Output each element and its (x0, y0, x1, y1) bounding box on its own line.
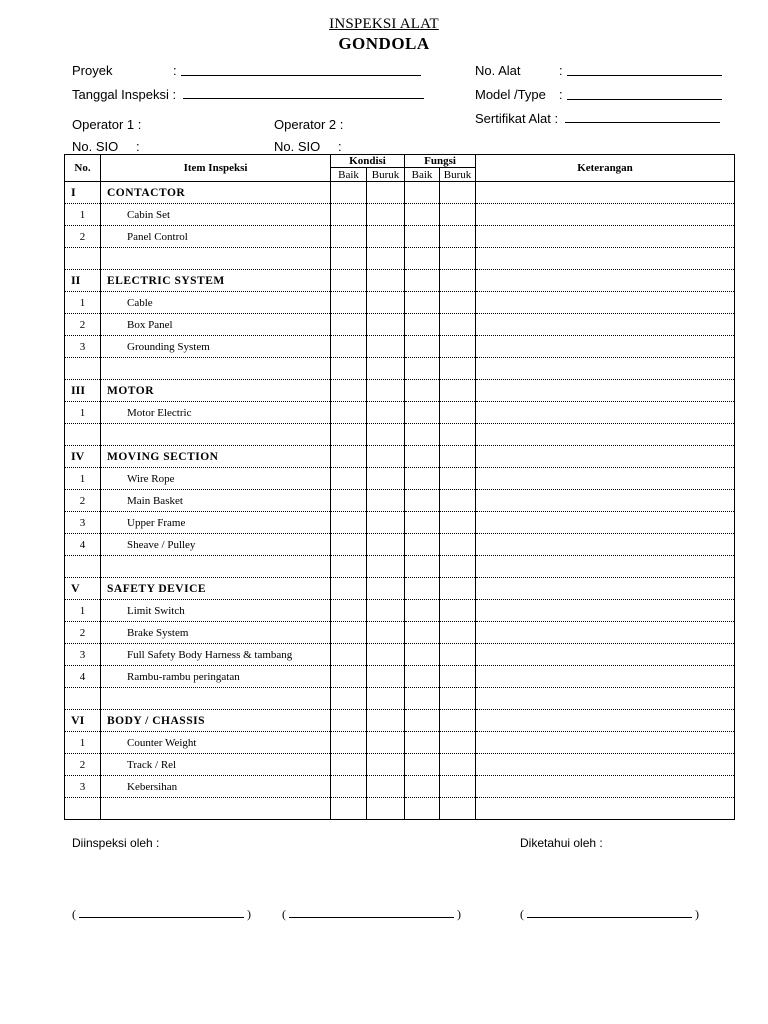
fungsi-baik-cell[interactable] (405, 424, 440, 446)
section-row (65, 446, 735, 468)
section-title: SAFETY DEVICE (101, 578, 331, 600)
row-number: 3 (65, 512, 101, 534)
keterangan-cell[interactable] (476, 446, 735, 468)
fungsi-buruk-cell[interactable] (440, 622, 476, 644)
kondisi-buruk-cell[interactable] (367, 402, 405, 424)
model-field (475, 87, 563, 102)
signature-line-2[interactable] (282, 907, 461, 922)
table-row (65, 468, 735, 490)
kondisi-buruk-cell[interactable] (367, 534, 405, 556)
section-row (65, 380, 735, 402)
kondisi-buruk-cell[interactable] (367, 358, 405, 380)
kondisi-buruk-cell[interactable] (367, 490, 405, 512)
item-label (101, 358, 331, 380)
fungsi-buruk-cell[interactable] (440, 490, 476, 512)
fungsi-baik-cell[interactable] (405, 358, 440, 380)
model-colon: : (559, 87, 563, 102)
fungsi-baik-cell[interactable] (405, 688, 440, 710)
kondisi-baik-cell[interactable] (331, 776, 367, 798)
col-header-kondisi-baik: Baik (331, 168, 367, 182)
kondisi-baik-cell[interactable] (331, 534, 367, 556)
signature-underline[interactable] (289, 907, 454, 918)
fungsi-buruk-cell[interactable] (440, 358, 476, 380)
keterangan-cell[interactable] (476, 512, 735, 534)
kondisi-buruk-cell[interactable] (367, 446, 405, 468)
item-label: Box Panel (101, 314, 331, 336)
col-header-fungsi: Fungsi (405, 155, 476, 168)
row-number: VI (65, 710, 101, 732)
kondisi-baik-cell[interactable] (331, 204, 367, 226)
keterangan-cell[interactable] (476, 622, 735, 644)
row-number: 1 (65, 732, 101, 754)
kondisi-baik-cell[interactable] (331, 710, 367, 732)
table-row (65, 776, 735, 798)
row-number: 2 (65, 314, 101, 336)
inspection-table-body (65, 182, 735, 820)
kondisi-baik-cell[interactable] (331, 248, 367, 270)
sertifikat-line[interactable] (565, 112, 720, 123)
fungsi-baik-cell[interactable] (405, 292, 440, 314)
item-label: Motor Electric (101, 402, 331, 424)
col-header-no: No. (65, 155, 101, 182)
col-header-item: Item Inspeksi (101, 155, 331, 182)
table-row (65, 754, 735, 776)
keterangan-cell[interactable] (476, 644, 735, 666)
keterangan-cell[interactable] (476, 402, 735, 424)
keterangan-cell[interactable] (476, 226, 735, 248)
item-label (101, 424, 331, 446)
fungsi-baik-cell[interactable] (405, 732, 440, 754)
kondisi-buruk-cell[interactable] (367, 292, 405, 314)
item-label: Rambu-rambu peringatan (101, 666, 331, 688)
keterangan-cell[interactable] (476, 666, 735, 688)
row-number: 2 (65, 754, 101, 776)
section-title: MOTOR (101, 380, 331, 402)
row-number: I (65, 182, 101, 204)
fungsi-baik-cell[interactable] (405, 666, 440, 688)
table-row (65, 204, 735, 226)
row-number (65, 424, 101, 446)
sertifikat-field (475, 111, 720, 126)
no-alat-line[interactable] (567, 65, 722, 76)
item-label: Brake System (101, 622, 331, 644)
row-number (65, 556, 101, 578)
fungsi-buruk-cell[interactable] (440, 578, 476, 600)
document-title: INSPEKSI ALAT (329, 16, 439, 32)
tanggal-field (72, 87, 424, 102)
row-number: 3 (65, 776, 101, 798)
kondisi-baik-cell[interactable] (331, 226, 367, 248)
proyek-colon: : (173, 63, 177, 78)
kondisi-baik-cell[interactable] (331, 424, 367, 446)
item-label: Panel Control (101, 226, 331, 248)
fungsi-baik-cell[interactable] (405, 336, 440, 358)
fungsi-buruk-cell[interactable] (440, 732, 476, 754)
table-row (65, 732, 735, 754)
keterangan-cell[interactable] (476, 204, 735, 226)
fungsi-baik-cell[interactable] (405, 798, 440, 820)
kondisi-buruk-cell[interactable] (367, 314, 405, 336)
sio1-label: No. SIO (72, 139, 119, 154)
kondisi-buruk-cell[interactable] (367, 380, 405, 402)
fungsi-buruk-cell[interactable] (440, 468, 476, 490)
kondisi-baik-cell[interactable] (331, 666, 367, 688)
table-row (65, 402, 735, 424)
fungsi-baik-cell[interactable] (405, 490, 440, 512)
blank-row (65, 248, 735, 270)
signature-close-paren: ) (457, 907, 461, 921)
kondisi-buruk-cell[interactable] (367, 754, 405, 776)
kondisi-baik-cell[interactable] (331, 446, 367, 468)
row-number: 3 (65, 644, 101, 666)
fungsi-baik-cell[interactable] (405, 776, 440, 798)
kondisi-buruk-cell[interactable] (367, 798, 405, 820)
fungsi-buruk-cell[interactable] (440, 248, 476, 270)
keterangan-cell[interactable] (476, 798, 735, 820)
kondisi-baik-cell[interactable] (331, 358, 367, 380)
item-label: Cable (101, 292, 331, 314)
kondisi-baik-cell[interactable] (331, 688, 367, 710)
row-number: 1 (65, 402, 101, 424)
col-header-kondisi: Kondisi (331, 155, 405, 168)
keterangan-cell[interactable] (476, 468, 735, 490)
keterangan-cell[interactable] (476, 292, 735, 314)
signature-line-1[interactable] (72, 907, 251, 922)
keterangan-cell[interactable] (476, 600, 735, 622)
keterangan-cell[interactable] (476, 556, 735, 578)
blank-row (65, 424, 735, 446)
no-alat-colon: : (559, 63, 563, 78)
table-row (65, 600, 735, 622)
diketahui-label: Diketahui oleh : (520, 836, 603, 850)
fungsi-buruk-cell[interactable] (440, 644, 476, 666)
keterangan-cell[interactable] (476, 776, 735, 798)
kondisi-baik-cell[interactable] (331, 314, 367, 336)
fungsi-baik-cell[interactable] (405, 314, 440, 336)
signature-close-paren: ) (247, 907, 251, 921)
document-subtitle: GONDOLA (338, 34, 430, 53)
kondisi-buruk-cell[interactable] (367, 248, 405, 270)
col-header-fungsi-baik: Baik (405, 168, 440, 182)
kondisi-buruk-cell[interactable] (367, 710, 405, 732)
row-number (65, 248, 101, 270)
kondisi-buruk-cell[interactable] (367, 622, 405, 644)
fungsi-baik-cell[interactable] (405, 600, 440, 622)
sio1-colon: : (136, 139, 140, 154)
fungsi-baik-cell[interactable] (405, 380, 440, 402)
sertifikat-label: Sertifikat Alat : (475, 111, 559, 126)
proyek-line[interactable] (181, 65, 421, 76)
item-label: Cabin Set (101, 204, 331, 226)
row-number: 2 (65, 490, 101, 512)
fungsi-buruk-cell[interactable] (440, 688, 476, 710)
table-row (65, 622, 735, 644)
kondisi-buruk-cell[interactable] (367, 688, 405, 710)
item-label (101, 798, 331, 820)
fungsi-buruk-cell[interactable] (440, 556, 476, 578)
signature-close-paren: ) (695, 907, 699, 921)
keterangan-cell[interactable] (476, 380, 735, 402)
keterangan-cell[interactable] (476, 314, 735, 336)
row-number: 3 (65, 336, 101, 358)
section-title: BODY / CHASSIS (101, 710, 331, 732)
kondisi-buruk-cell[interactable] (367, 556, 405, 578)
section-row (65, 710, 735, 732)
fungsi-buruk-cell[interactable] (440, 204, 476, 226)
fungsi-buruk-cell[interactable] (440, 226, 476, 248)
row-number: 1 (65, 204, 101, 226)
fungsi-baik-cell[interactable] (405, 578, 440, 600)
table-row (65, 666, 735, 688)
row-number: 1 (65, 600, 101, 622)
kondisi-baik-cell[interactable] (331, 468, 367, 490)
fungsi-buruk-cell[interactable] (440, 292, 476, 314)
section-row (65, 578, 735, 600)
item-label: Sheave / Pulley (101, 534, 331, 556)
fungsi-buruk-cell[interactable] (440, 446, 476, 468)
fungsi-buruk-cell[interactable] (440, 402, 476, 424)
kondisi-buruk-cell[interactable] (367, 578, 405, 600)
table-row (65, 314, 735, 336)
fungsi-buruk-cell[interactable] (440, 512, 476, 534)
operator2-field: Operator 2 : (274, 117, 344, 132)
no-alat-field (475, 63, 563, 78)
tanggal-label: Tanggal Inspeksi : (72, 87, 177, 102)
keterangan-cell[interactable] (476, 336, 735, 358)
diinspeksi-label: Diinspeksi oleh : (72, 836, 160, 850)
fungsi-baik-cell[interactable] (405, 710, 440, 732)
fungsi-buruk-cell[interactable] (440, 380, 476, 402)
inspection-table (64, 154, 735, 820)
keterangan-cell[interactable] (476, 688, 735, 710)
kondisi-baik-cell[interactable] (331, 798, 367, 820)
table-row (65, 336, 735, 358)
row-number (65, 358, 101, 380)
item-label (101, 556, 331, 578)
fungsi-buruk-cell[interactable] (440, 270, 476, 292)
kondisi-buruk-cell[interactable] (367, 732, 405, 754)
fungsi-baik-cell[interactable] (405, 182, 440, 204)
kondisi-buruk-cell[interactable] (367, 468, 405, 490)
fungsi-baik-cell[interactable] (405, 226, 440, 248)
kondisi-buruk-cell[interactable] (367, 644, 405, 666)
section-title: CONTACTOR (101, 182, 331, 204)
kondisi-baik-cell[interactable] (331, 380, 367, 402)
section-row (65, 182, 735, 204)
table-row (65, 644, 735, 666)
row-number: IV (65, 446, 101, 468)
signature-open-paren: ( (282, 907, 286, 921)
fungsi-buruk-cell[interactable] (440, 336, 476, 358)
kondisi-buruk-cell[interactable] (367, 226, 405, 248)
blank-row (65, 688, 735, 710)
item-label: Main Basket (101, 490, 331, 512)
col-header-fungsi-buruk: Buruk (440, 168, 476, 182)
tanggal-line[interactable] (183, 88, 424, 99)
row-number: 4 (65, 666, 101, 688)
sio1-field (72, 139, 140, 154)
col-header-kondisi-buruk: Buruk (367, 168, 405, 182)
row-number (65, 688, 101, 710)
signature-underline[interactable] (79, 907, 244, 918)
kondisi-buruk-cell[interactable] (367, 204, 405, 226)
row-number: V (65, 578, 101, 600)
sio2-field (274, 139, 342, 154)
fungsi-buruk-cell[interactable] (440, 424, 476, 446)
fungsi-baik-cell[interactable] (405, 754, 440, 776)
keterangan-cell[interactable] (476, 270, 735, 292)
item-label: Kebersihan (101, 776, 331, 798)
item-label (101, 248, 331, 270)
fungsi-baik-cell[interactable] (405, 270, 440, 292)
item-label: Track / Rel (101, 754, 331, 776)
fungsi-buruk-cell[interactable] (440, 666, 476, 688)
signature-line-3[interactable] (520, 907, 699, 922)
row-number: III (65, 380, 101, 402)
fungsi-baik-cell[interactable] (405, 622, 440, 644)
kondisi-buruk-cell[interactable] (367, 270, 405, 292)
item-label: Upper Frame (101, 512, 331, 534)
fungsi-buruk-cell[interactable] (440, 798, 476, 820)
col-header-keterangan: Keterangan (476, 155, 735, 182)
table-row (65, 534, 735, 556)
row-number: 2 (65, 622, 101, 644)
proyek-field (72, 63, 177, 78)
kondisi-buruk-cell[interactable] (367, 512, 405, 534)
item-label (101, 688, 331, 710)
keterangan-cell[interactable] (476, 182, 735, 204)
kondisi-buruk-cell[interactable] (367, 600, 405, 622)
kondisi-baik-cell[interactable] (331, 600, 367, 622)
sio2-label: No. SIO (274, 139, 321, 154)
item-label: Wire Rope (101, 468, 331, 490)
row-number: 1 (65, 468, 101, 490)
fungsi-baik-cell[interactable] (405, 512, 440, 534)
kondisi-baik-cell[interactable] (331, 622, 367, 644)
row-number: 2 (65, 226, 101, 248)
item-label: Grounding System (101, 336, 331, 358)
kondisi-baik-cell[interactable] (331, 578, 367, 600)
kondisi-baik-cell[interactable] (331, 556, 367, 578)
fungsi-buruk-cell[interactable] (440, 776, 476, 798)
kondisi-baik-cell[interactable] (331, 512, 367, 534)
kondisi-buruk-cell[interactable] (367, 424, 405, 446)
row-number (65, 798, 101, 820)
fungsi-buruk-cell[interactable] (440, 710, 476, 732)
blank-row (65, 358, 735, 380)
keterangan-cell[interactable] (476, 534, 735, 556)
row-number: II (65, 270, 101, 292)
section-title: ELECTRIC SYSTEM (101, 270, 331, 292)
fungsi-buruk-cell[interactable] (440, 182, 476, 204)
fungsi-baik-cell[interactable] (405, 402, 440, 424)
kondisi-buruk-cell[interactable] (367, 776, 405, 798)
row-number: 1 (65, 292, 101, 314)
keterangan-cell[interactable] (476, 248, 735, 270)
keterangan-cell[interactable] (476, 490, 735, 512)
section-row (65, 270, 735, 292)
table-row (65, 226, 735, 248)
item-label: Limit Switch (101, 600, 331, 622)
kondisi-baik-cell[interactable] (331, 732, 367, 754)
fungsi-baik-cell[interactable] (405, 204, 440, 226)
model-label: Model /Type (475, 87, 546, 102)
kondisi-baik-cell[interactable] (331, 402, 367, 424)
keterangan-cell[interactable] (476, 358, 735, 380)
row-number: 4 (65, 534, 101, 556)
fungsi-buruk-cell[interactable] (440, 754, 476, 776)
kondisi-baik-cell[interactable] (331, 182, 367, 204)
fungsi-buruk-cell[interactable] (440, 314, 476, 336)
kondisi-buruk-cell[interactable] (367, 336, 405, 358)
kondisi-baik-cell[interactable] (331, 292, 367, 314)
fungsi-buruk-cell[interactable] (440, 534, 476, 556)
kondisi-baik-cell[interactable] (331, 490, 367, 512)
table-row (65, 490, 735, 512)
fungsi-buruk-cell[interactable] (440, 600, 476, 622)
proyek-label: Proyek (72, 63, 113, 78)
keterangan-cell[interactable] (476, 424, 735, 446)
signature-open-paren: ( (520, 907, 524, 921)
blank-row (65, 556, 735, 578)
keterangan-cell[interactable] (476, 710, 735, 732)
kondisi-buruk-cell[interactable] (367, 182, 405, 204)
sio2-colon: : (338, 139, 342, 154)
fungsi-baik-cell[interactable] (405, 644, 440, 666)
no-alat-label: No. Alat (475, 63, 521, 78)
signature-open-paren: ( (72, 907, 76, 921)
kondisi-baik-cell[interactable] (331, 270, 367, 292)
kondisi-baik-cell[interactable] (331, 754, 367, 776)
operator1-field: Operator 1 : (72, 117, 142, 132)
keterangan-cell[interactable] (476, 754, 735, 776)
fungsi-baik-cell[interactable] (405, 556, 440, 578)
kondisi-baik-cell[interactable] (331, 336, 367, 358)
blank-row (65, 798, 735, 820)
fungsi-baik-cell[interactable] (405, 248, 440, 270)
fungsi-baik-cell[interactable] (405, 534, 440, 556)
model-line[interactable] (567, 89, 722, 100)
fungsi-baik-cell[interactable] (405, 446, 440, 468)
kondisi-buruk-cell[interactable] (367, 666, 405, 688)
table-row (65, 512, 735, 534)
keterangan-cell[interactable] (476, 578, 735, 600)
signature-underline[interactable] (527, 907, 692, 918)
table-row (65, 292, 735, 314)
item-label: Full Safety Body Harness & tambang (101, 644, 331, 666)
fungsi-baik-cell[interactable] (405, 468, 440, 490)
item-label: Counter Weight (101, 732, 331, 754)
kondisi-baik-cell[interactable] (331, 644, 367, 666)
keterangan-cell[interactable] (476, 732, 735, 754)
section-title: MOVING SECTION (101, 446, 331, 468)
